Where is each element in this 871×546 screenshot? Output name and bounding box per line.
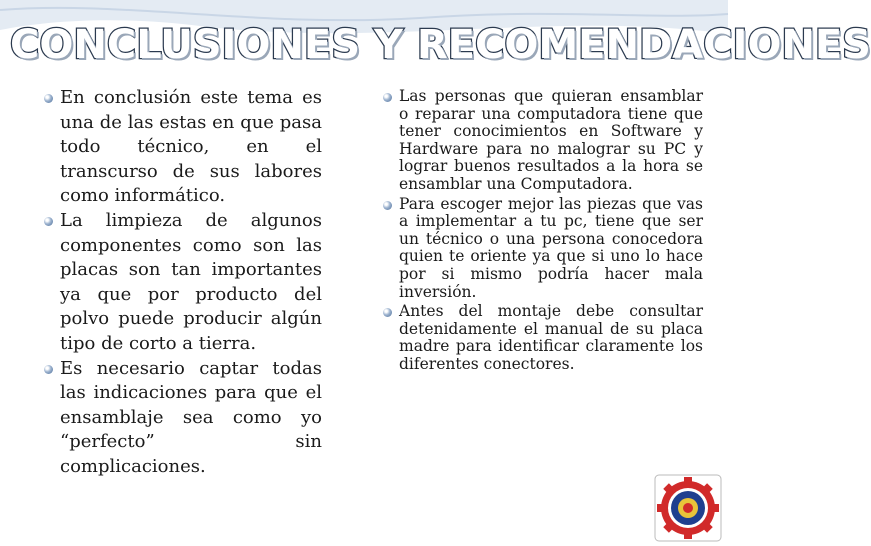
right-bullet-list (383, 88, 703, 376)
left-bullet-1: En conclusión este tema es una de las estas en que pasa todo técnico, en el transcurso de sus labores como informático. (44, 86, 322, 209)
left-bullet-2: La limpieza de algunos componentes como son las placas son tan importantes ya que por producto del polvo puede producir algún tipo de corto a tierra. (44, 209, 322, 357)
right-bullet-3: Antes del montaje debe consultar detenidamente el manual de su placa madre para identificar claramente los diferentes conectores. (383, 303, 703, 373)
left-bullet-list (44, 86, 322, 480)
right-bullet-2: Para escoger mejor las piezas que vas a implementar a tu pc, tiene que ser un técnico o una persona conocedora quien te oriente ya que si uno lo hace por si mismo podría hacer mala inversión. (383, 196, 703, 302)
right-bullet-1: Las personas que quieran ensamblar o reparar una computadora tiene que tener conocimientos en Software y Hardware para no malograr su PC y lograr buenos resultados a la hora se ensamblar una Computadora. (383, 88, 703, 194)
institution-seal-icon (654, 474, 722, 542)
left-bullet-3: Es necesario captar todas las indicaciones para que el ensamblaje sea como yo “perfecto” sin complicaciones. (44, 357, 322, 480)
slide-title: CONCLUSIONES Y RECOMENDACIONES (10, 22, 871, 68)
